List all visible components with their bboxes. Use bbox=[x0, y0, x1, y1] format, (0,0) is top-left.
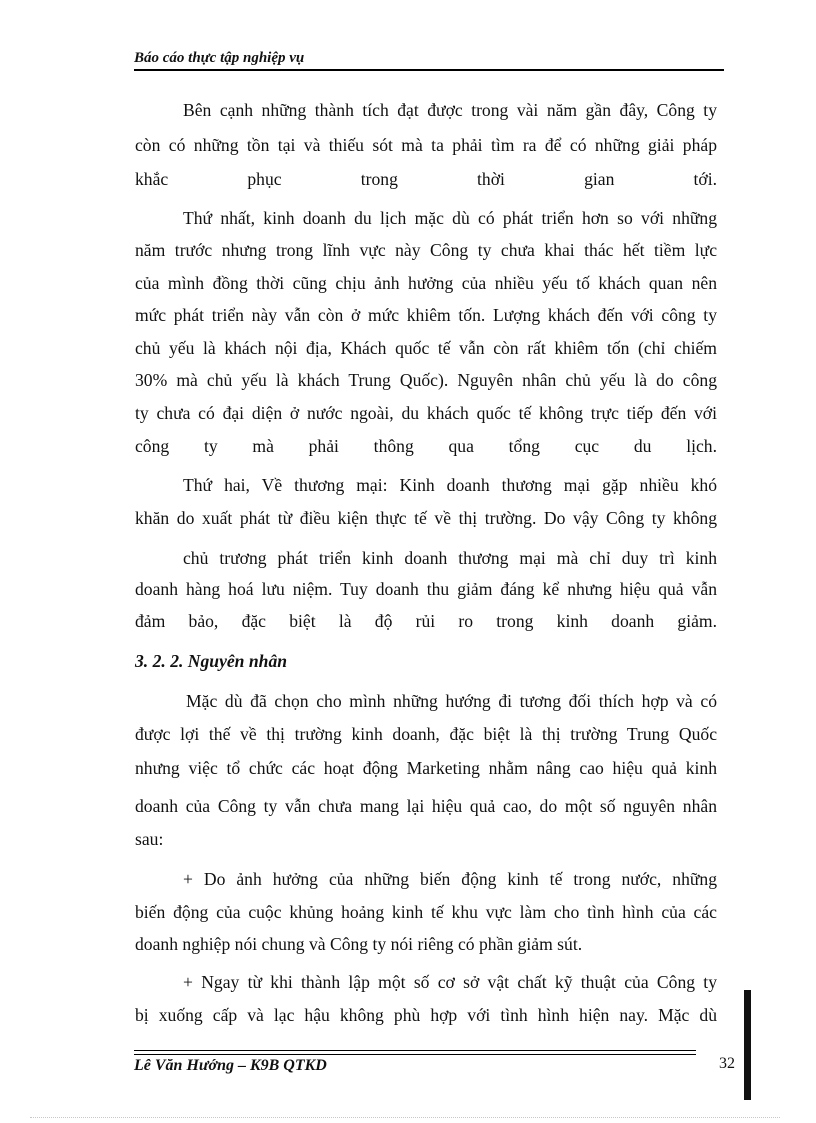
text-line: được lợi thế về thị trường kinh doanh, đặc biệt là thị trường Trung Quốc bbox=[135, 724, 717, 744]
page-number: 32 bbox=[719, 1055, 735, 1072]
text-line: khắc phục trong thời gian tới. bbox=[135, 169, 717, 189]
footer-author: Lê Văn Hướng – K9B QTKD bbox=[134, 1057, 327, 1074]
text-line: doanh của Công ty vẫn chưa mang lại hiệu quả cao, do một số nguyên nhân bbox=[135, 796, 717, 816]
text-line: Thứ hai, Về thương mại: Kinh doanh thương mại gặp nhiều khó bbox=[183, 475, 717, 495]
text-line: biến động của cuộc khủng hoảng kinh tế khu vực làm cho tình hình của các bbox=[135, 902, 717, 922]
text-line: Thứ nhất, kinh doanh du lịch mặc dù có phát triển hơn so với những bbox=[183, 208, 717, 228]
text-line: Mặc dù đã chọn cho mình những hướng đi tương đối thích hợp và có bbox=[186, 691, 717, 711]
text-line: doanh nghiệp nói chung và Công ty nói riêng có phần giảm sút. bbox=[135, 934, 583, 954]
text-line: năm trước nhưng trong lĩnh vực này Công ty chưa khai thác hết tiềm lực bbox=[135, 240, 717, 260]
text-line: bị xuống cấp và lạc hậu không phù hợp với tình hình hiện nay. Mặc dù bbox=[135, 1005, 717, 1025]
text-line: mức phát triển này vẫn còn ở mức khiêm tốn. Lượng khách đến với công ty bbox=[135, 305, 717, 325]
text-line: còn có những tồn tại và thiếu sót mà ta phải tìm ra để có những giải pháp bbox=[135, 135, 717, 155]
text-line: 30% mà chủ yếu là khách Trung Quốc). Nguyên nhân chủ yếu là do công bbox=[135, 370, 717, 390]
text-line: + Ngay từ khi thành lập một số cơ sở vật chất kỹ thuật của Công ty bbox=[183, 972, 717, 992]
section-heading: 3. 2. 2. Nguyên nhân bbox=[135, 651, 288, 671]
text-line: công ty mà phải thông qua tổng cục du lịch. bbox=[135, 436, 717, 456]
page-bottom-dotted-line bbox=[30, 1117, 780, 1118]
text-line: chủ trương phát triển kinh doanh thương mại mà chỉ duy trì kinh bbox=[183, 548, 717, 568]
text-line: + Do ảnh hưởng của những biến động kinh tế trong nước, những bbox=[183, 869, 717, 889]
text-line: sau: bbox=[135, 829, 164, 849]
text-line: khăn do xuất phát từ điều kiện thực tế về thị trường. Do vậy Công ty không bbox=[135, 508, 717, 528]
text-line: ty chưa có đại diện ở nước ngoài, du khách quốc tế không trực tiếp đến với bbox=[135, 403, 717, 423]
text-line: doanh hàng hoá lưu niệm. Tuy doanh thu giảm đáng kể nhưng hiệu quả vẫn bbox=[135, 579, 717, 599]
header-rule bbox=[134, 69, 724, 71]
text-line: chủ yếu là khách nội địa, Khách quốc tế vẫn còn rất khiêm tốn (chỉ chiếm bbox=[135, 338, 717, 358]
text-line: của mình đồng thời cũng chịu ảnh hưởng của nhiều yếu tố khách quan nên bbox=[135, 273, 717, 293]
text-line: Bên cạnh những thành tích đạt được trong vài năm gần đây, Công ty bbox=[183, 100, 717, 120]
footer-rule bbox=[134, 1054, 696, 1055]
footer-rule bbox=[134, 1050, 696, 1051]
page-border-shadow bbox=[744, 990, 751, 1100]
text-line: nhưng việc tổ chức các hoạt động Marketing nhằm nâng cao hiệu quả kinh bbox=[135, 758, 717, 778]
text-line: đảm bảo, đặc biệt là độ rủi ro trong kinh doanh giảm. bbox=[135, 611, 717, 631]
running-header: Báo cáo thực tập nghiệp vụ bbox=[134, 50, 305, 66]
